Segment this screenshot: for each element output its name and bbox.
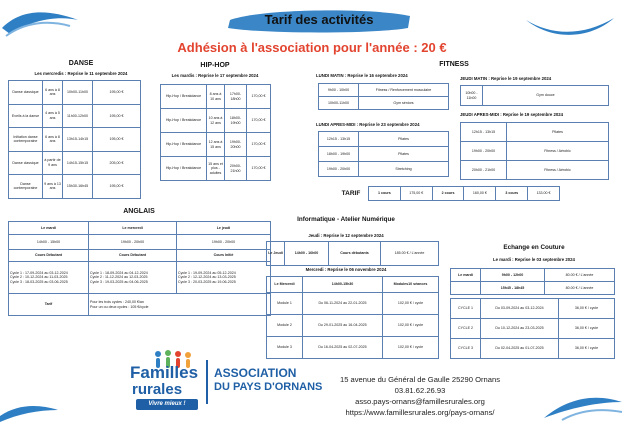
table-cell: 2 cours <box>432 187 464 201</box>
table-row <box>319 162 449 177</box>
table-cell: Le Mercredi <box>267 277 303 293</box>
couture-cycles-table <box>450 298 615 359</box>
table-row <box>369 187 560 201</box>
table-cell: Eveils à la danse <box>9 104 43 128</box>
info-mercredi-table <box>266 276 439 359</box>
familles-rurales-logo <box>128 350 328 412</box>
couture-subtitle: Le mardi : Reprise le 03 septembre 2024 <box>493 257 575 262</box>
anglais-tarif-row <box>9 294 271 316</box>
table-cell: 15h45 - 18h45 <box>481 282 545 295</box>
table-cell: 14h00-15h30 <box>303 277 383 293</box>
wave-top-right <box>522 12 618 42</box>
association-name-line2: DU PAYS D'ORNANS <box>214 381 323 393</box>
table-cell: Module 2 <box>267 315 303 337</box>
table-row <box>451 319 615 339</box>
danse-row <box>9 104 141 128</box>
table-cell: 4 ans à 5 ans <box>43 104 63 128</box>
table-cell: Le jeudi <box>177 222 271 235</box>
table-cell: CYCLE 1 <box>451 299 481 319</box>
table-cell: 80.00 € / L'année <box>545 282 615 295</box>
table-cell: CYCLE 2 <box>451 319 481 339</box>
info-title: Informatique - Atelier Numérique <box>297 216 395 223</box>
table-cell: 19h00-20h00 <box>225 133 247 157</box>
anglais-tarif-label: Tarif <box>9 294 89 316</box>
table-cell: 19h00 - 20h00 <box>319 162 359 177</box>
table-cell: 18h00-19h00 <box>225 109 247 133</box>
table-cell: 12 ans à 15 ans <box>207 133 225 157</box>
table-cell: Hip-Hop / Breakdance <box>161 133 207 157</box>
table-cell: 36,00 € / cycle <box>559 319 615 339</box>
table-cell: 9h00 - 10h00 <box>319 84 359 97</box>
table-cell: Pilates <box>359 132 449 147</box>
danse-row <box>9 128 141 152</box>
table-row <box>319 147 449 162</box>
table-cell: 12h15 - 13h15 <box>461 123 507 142</box>
table-cell: 3 cours <box>496 187 528 201</box>
table-cell: Fitness / Aérobic <box>507 142 609 161</box>
title-banner <box>224 6 414 36</box>
table-cell: 6 ans à 8 ans <box>43 81 63 105</box>
table-cell: Du 06-11-2024 au 22-01-2025 <box>303 293 383 315</box>
anglais-tarif-text: Pour les trois cycles : 240,00 €/an Pour un ou deux cycles : 105 €/cycle <box>89 294 271 316</box>
table-cell: 15h30-16h45 <box>63 175 93 199</box>
table-cell: Pilates <box>359 147 449 162</box>
table-cell: 11h00-12h00 <box>63 104 93 128</box>
table-row <box>461 142 609 161</box>
page-title: Tarif des activités <box>264 12 374 27</box>
table-cell: 195,00 € <box>93 104 141 128</box>
table-row <box>9 222 271 235</box>
table-cell: Danse contemporaine <box>9 175 43 199</box>
table-cell: 80.00 € / L'année <box>545 269 615 282</box>
table-cell: 195,00 € <box>93 128 141 152</box>
table-row <box>461 86 609 106</box>
table-row <box>451 299 615 319</box>
table-cell: Le mercredi <box>89 222 177 235</box>
address: 15 avenue du Général de Gaulle 25290 Ornans <box>339 375 500 384</box>
table-row <box>267 242 439 266</box>
table-cell: Cours débutants <box>329 242 381 266</box>
table-row <box>319 84 449 97</box>
table-cell: 102,00 € / cycle <box>383 293 439 315</box>
hiphop-row <box>161 85 271 109</box>
danse-row <box>9 81 141 105</box>
table-row <box>267 293 439 315</box>
anglais-cycle-cell: Cycle 1 : 17-09-2024 au 03-12-2024 Cycle 2 : 10-12-2024 au 11-03-2025 Cycle 3 : 18-03-2025 au 03-06-2025 <box>9 262 89 294</box>
table-row <box>319 132 449 147</box>
table-row <box>461 161 609 180</box>
table-cell: 18h00 - 19h00 <box>319 147 359 162</box>
table-cell: 9h00 - 12h00 <box>481 269 545 282</box>
danse-title: DANSE <box>68 60 94 67</box>
wave-bottom-right <box>540 388 624 422</box>
table-cell: 170,00 € <box>247 109 271 133</box>
anglais-cycle-cell: Cycle 1 : 18-09-2024 au 04-12-2024 Cycle 2 : 11-12-2024 au 12-03-2025 Cycle 3 : 19-03-2025 au 04-06-2025 <box>89 262 177 294</box>
table-cell: 133.00 € <box>528 187 560 201</box>
table-cell: Du 16-04-2025 au 02-07-2025 <box>303 337 383 359</box>
anglais-cycles-row <box>9 262 271 294</box>
info-jeudi-table <box>266 241 439 266</box>
hiphop-table <box>160 84 271 181</box>
table-cell: Fitness / Aérobic <box>507 161 609 180</box>
table-cell: 10h00 - 11h00 <box>461 86 483 106</box>
danse-row <box>9 175 141 199</box>
table-row <box>461 123 609 142</box>
table-row <box>9 235 271 250</box>
fitness-tarif-label: TARIF <box>341 190 361 197</box>
table-cell: Modules10 séances <box>383 277 439 293</box>
phone: 03.81.62.26.93 <box>394 386 446 395</box>
fitness-jeudi-matin-subtitle: JEUDI MATIN : Reprise le 19 septembre 2024 <box>460 76 552 81</box>
logo-word-rurales: rurales <box>132 381 183 398</box>
table-cell: 36,00 € / cycle <box>559 299 615 319</box>
wave-bottom-left <box>0 396 60 422</box>
table-cell: 20h00 - 21h00 <box>461 161 507 180</box>
table-cell: Hip-Hop / Breakdance <box>161 85 207 109</box>
table-cell: Hip-Hop / Breakdance <box>161 109 207 133</box>
table-cell: 19h00 - 20h00 <box>461 142 507 161</box>
table-cell: Le mardi <box>451 269 481 282</box>
fitness-jeudi-am-table <box>460 122 609 180</box>
logo-word-familles: Familles <box>130 363 199 382</box>
table-cell: 12h15 - 13h15 <box>319 132 359 147</box>
table-row <box>451 339 615 359</box>
table-cell: 10h00-11h00 <box>319 97 359 110</box>
table-cell: 185.00 € / L'année <box>381 242 439 266</box>
table-cell: 195,00 € <box>93 81 141 105</box>
table-cell: 102,00 € / cycle <box>383 315 439 337</box>
table-cell: Danse classique <box>9 151 43 175</box>
table-cell <box>451 282 481 295</box>
table-cell: Cours Débutant <box>9 250 89 262</box>
table-cell: 15 ans et plus - adultes <box>207 157 225 181</box>
couture-top-table <box>450 268 615 295</box>
table-row <box>319 97 449 110</box>
table-cell: 170,00 € <box>247 85 271 109</box>
table-cell: Fitness / Renforcement musculaire <box>359 84 449 97</box>
table-cell: Module 1 <box>267 293 303 315</box>
table-cell: 36,00 € / cycle <box>559 339 615 359</box>
table-cell: Hip-Hop / Breakdance <box>161 157 207 181</box>
table-cell: Gym séniors <box>359 97 449 110</box>
table-cell: Le mardi <box>9 222 89 235</box>
anglais-cycle-cell: Cycle 1 : 19-09-2024 au 05-12-2024 Cycle 2 : 12-12-2024 au 13-03-2025 Cycle 3 : 20-03-2025 au 19-06-2025 <box>177 262 271 294</box>
table-cell: 10 ans à 12 ans <box>207 109 225 133</box>
logo-divider <box>206 360 208 404</box>
table-cell: 14h00 - 16h00 <box>285 242 329 266</box>
table-cell: Du 02-04-2025 au 01-07-2025 <box>481 339 559 359</box>
table-cell: 170,00 € <box>247 157 271 181</box>
table-cell: 102,00 € / cycle <box>383 337 439 359</box>
table-cell: 195,00 € <box>93 175 141 199</box>
table-row <box>451 282 615 295</box>
anglais-table <box>8 221 271 316</box>
association-name-line1: ASSOCIATION <box>214 366 297 380</box>
table-cell: 160,00 € <box>464 187 496 201</box>
contact-block <box>330 374 510 418</box>
table-cell: 19h00 - 20h00 <box>89 235 177 250</box>
hiphop-title: HIP-HOP <box>200 62 230 69</box>
anglais-title: ANGLAIS <box>123 208 155 215</box>
danse-row <box>9 151 141 175</box>
couture-title: Echange en Couture <box>503 244 565 251</box>
fitness-lundi-am-table <box>318 131 449 177</box>
table-cell: 170,00 € <box>247 133 271 157</box>
danse-subtitle: Les mercredis : Reprise le 11 septembre 2024 <box>34 71 128 76</box>
table-cell: 205,00 € <box>93 151 141 175</box>
table-cell: 14h00 - 15h00 <box>9 235 89 250</box>
table-cell: 17h00-18h00 <box>225 85 247 109</box>
hiphop-row <box>161 109 271 133</box>
table-row <box>267 315 439 337</box>
table-cell: Initiation danse contemporaine <box>9 128 43 152</box>
table-row <box>267 277 439 293</box>
danse-table <box>8 80 141 199</box>
table-cell: Stretching <box>359 162 449 177</box>
fitness-jeudi-am-subtitle: JEUDI APRES-MIDI : Reprise le 19 septembre 2024 <box>460 112 564 117</box>
table-cell: Module 3 <box>267 337 303 359</box>
hiphop-row <box>161 133 271 157</box>
table-cell: 14h15-15h15 <box>63 151 93 175</box>
fitness-lundi-matin-subtitle: LUNDI MATIN : Reprise le 16 septembre 2024 <box>316 73 408 78</box>
table-cell: 13h15-14h15 <box>63 128 93 152</box>
website-link[interactable]: https://www.famillesrurales.org/pays-ornans/ <box>345 408 495 417</box>
table-cell: Cours Débutant <box>89 250 177 262</box>
fitness-lundi-matin-table <box>318 83 449 110</box>
fitness-lundi-am-subtitle: LUNDI APRES-MIDI : Reprise le 23 septembre 2024 <box>316 122 420 127</box>
table-cell: Gym douce <box>483 86 609 106</box>
table-cell: Danse classique <box>9 81 43 105</box>
fitness-title: FITNESS <box>439 61 469 68</box>
table-cell: Du 10-12-2024 au 23-03-2025 <box>481 319 559 339</box>
logo-tagline: Vivre mieux ! <box>136 399 198 410</box>
fitness-tarif-table <box>368 186 560 201</box>
info-mercredi-subtitle: Mercredi : Reprise le 06 novembre 2024 <box>305 267 387 272</box>
hiphop-subtitle: Les mardis : Reprise le 17 septembre 2024 <box>171 73 259 78</box>
wave-top-left <box>0 0 90 40</box>
table-cell: 6 ans à 8 ans <box>43 128 63 152</box>
table-cell: Cours Initié <box>177 250 271 262</box>
email[interactable]: asso.pays-ornans@famillesrurales.org <box>355 397 485 406</box>
info-jeudi-subtitle: Jeudi : Reprise le 12 septembre 2024 <box>308 233 384 238</box>
table-cell: 175,00 € <box>400 187 432 201</box>
table-cell: Pilates <box>507 123 609 142</box>
membership-fee: Adhésion à l'association pour l'année : 20 € <box>177 40 447 55</box>
table-row <box>451 269 615 282</box>
table-cell: 9 ans à 13 ans <box>43 175 63 199</box>
table-cell: Le Jeudi <box>267 242 285 266</box>
table-cell: Du 29-01-2025 au 16-04-2025 <box>303 315 383 337</box>
table-cell: 20h00-21h00 <box>225 157 247 181</box>
table-row <box>9 250 271 262</box>
table-cell: 8 ans à 10 ans <box>207 85 225 109</box>
table-cell: 19h00 - 20h00 <box>177 235 271 250</box>
fitness-jeudi-matin-table <box>460 85 609 106</box>
table-cell: 1 cours <box>369 187 401 201</box>
table-cell: à partir de 9 ans <box>43 151 63 175</box>
table-cell: Du 03-09-2024 au 03-12-2024 <box>481 299 559 319</box>
hiphop-row <box>161 157 271 181</box>
table-cell: 10h00-11h00 <box>63 81 93 105</box>
table-cell: CYCLE 3 <box>451 339 481 359</box>
